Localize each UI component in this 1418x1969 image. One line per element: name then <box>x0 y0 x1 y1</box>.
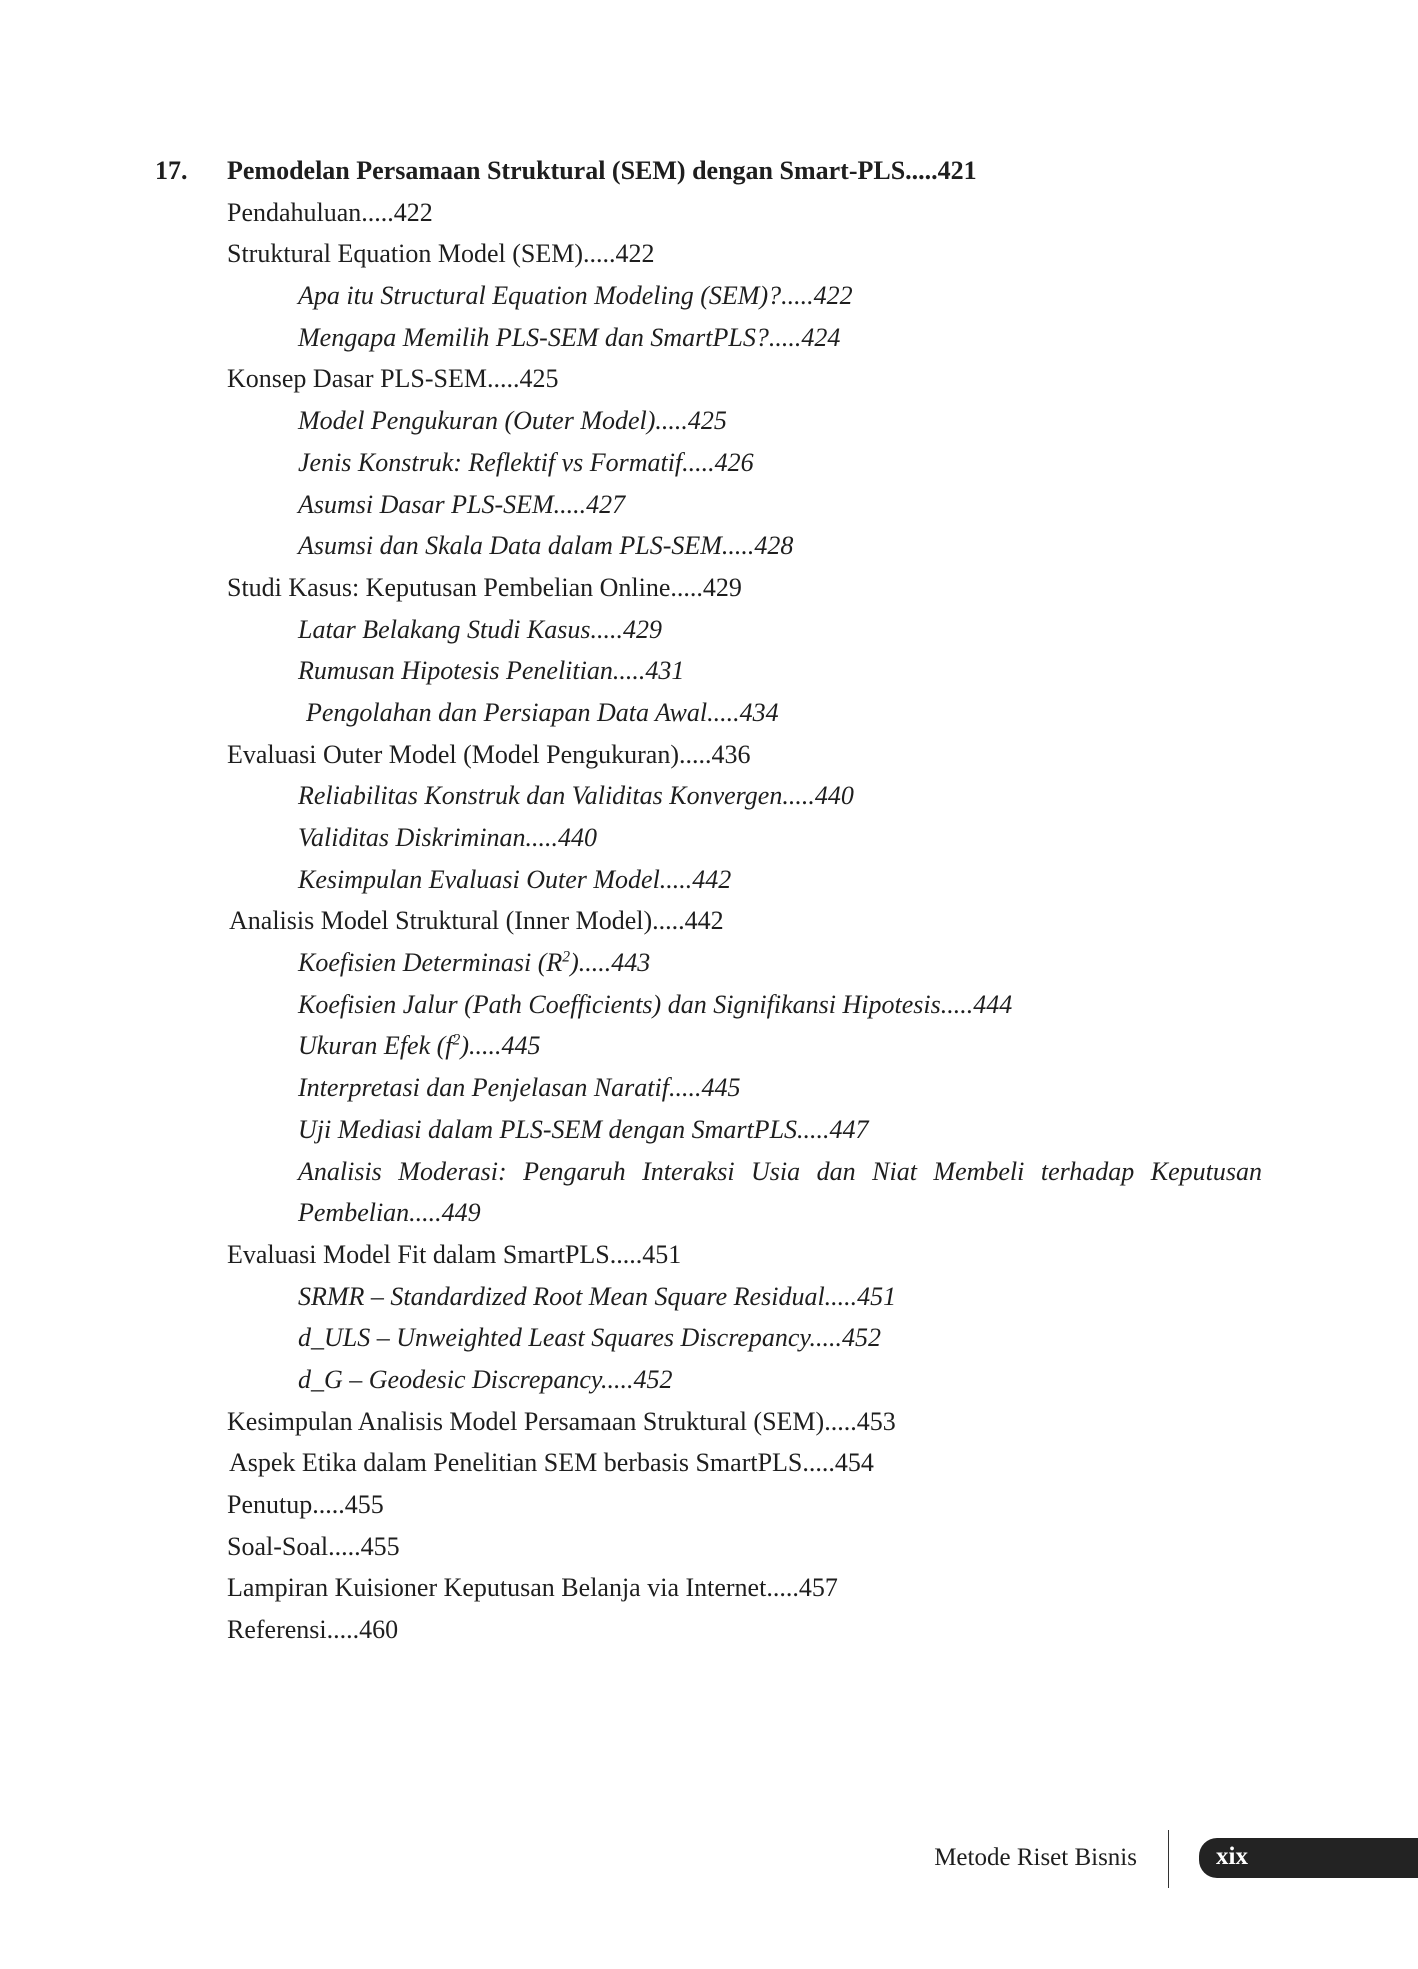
toc-subentry[interactable]: Model Pengukuran (Outer Model).....425 <box>298 406 727 436</box>
toc-subentry[interactable]: Koefisien Jalur (Path Coefficients) dan Signifikansi Hipotesis.....444 <box>298 989 1013 1019</box>
toc-subentry-continuation[interactable]: Pembelian.....449 <box>298 1198 481 1228</box>
toc-subentry[interactable]: Asumsi Dasar PLS-SEM.....427 <box>298 489 626 519</box>
toc-subentry[interactable]: Mengapa Memilih PLS-SEM dan SmartPLS?.....424 <box>298 322 841 352</box>
toc-subentry[interactable]: d_G – Geodesic Discrepancy.....452 <box>298 1364 673 1394</box>
toc-subentry[interactable]: Pengolahan dan Persiapan Data Awal.....434 <box>306 697 779 727</box>
page-footer <box>0 1836 1418 1880</box>
toc-subentry[interactable]: Jenis Konstruk: Reflektif vs Formatif.....426 <box>298 447 754 477</box>
toc-entry[interactable]: Struktural Equation Model (SEM).....422 <box>227 239 655 269</box>
toc-subentry[interactable]: Validitas Diskriminan.....440 <box>298 823 598 852</box>
toc-entry[interactable]: Evaluasi Outer Model (Model Pengukuran).....436 <box>227 739 751 769</box>
toc-subentry[interactable]: Asumsi dan Skala Data dalam PLS-SEM.....428 <box>298 531 794 561</box>
superscript: 2 <box>452 1032 461 1050</box>
toc-subentry[interactable]: Apa itu Structural Equation Modeling (SEM)?.....422 <box>298 281 853 311</box>
book-title: Metode Riset Bisnis <box>934 1844 1137 1871</box>
footer-divider <box>1168 1830 1169 1888</box>
toc-entry[interactable]: Lampiran Kuisioner Keputusan Belanja via Internet.....457 <box>227 1573 838 1603</box>
toc-entry[interactable]: Referensi.....460 <box>227 1615 399 1645</box>
toc-subentry[interactable] <box>0 942 1418 984</box>
toc-subentry[interactable]: d_ULS – Unweighted Least Squares Discrepancy.....452 <box>298 1323 882 1353</box>
toc-subentry[interactable]: Kesimpulan Evaluasi Outer Model.....442 <box>298 864 732 894</box>
toc-entry[interactable]: Analisis Model Struktural (Inner Model).....442 <box>229 906 724 936</box>
toc-entry[interactable]: Konsep Dasar PLS-SEM.....425 <box>227 364 559 394</box>
toc-subentry[interactable]: Latar Belakang Studi Kasus.....429 <box>298 614 663 644</box>
toc-subentry-wrapped[interactable] <box>0 1151 1418 1193</box>
entry-text: ).....443 <box>570 948 651 978</box>
toc-entry[interactable]: Aspek Etika dalam Penelitian SEM berbasis SmartPLS.....454 <box>229 1448 874 1478</box>
toc-entry[interactable]: Kesimpulan Analisis Model Persamaan Struktural (SEM).....453 <box>227 1406 896 1436</box>
toc-chapter-heading[interactable] <box>0 150 1418 192</box>
toc-subentry[interactable] <box>0 1025 1418 1067</box>
toc-subentry[interactable]: Interpretasi dan Penjelasan Naratif.....445 <box>298 1073 741 1103</box>
toc-entry[interactable]: Studi Kasus: Keputusan Pembelian Online.....429 <box>227 572 742 602</box>
chapter-title: Pemodelan Persamaan Struktural (SEM) dengan Smart-PLS.....421 <box>227 156 977 185</box>
toc-entry[interactable]: Evaluasi Model Fit dalam SmartPLS.....451 <box>227 1239 682 1269</box>
toc-entry[interactable]: Soal-Soal.....455 <box>227 1531 400 1561</box>
toc-subentry[interactable]: SRMR – Standardized Root Mean Square Residual.....451 <box>298 1281 897 1311</box>
entry-text: Koefisien Determinasi (R <box>298 948 563 978</box>
page-number: xix <box>1216 1843 1248 1870</box>
toc-entry[interactable]: Penutup.....455 <box>227 1490 384 1519</box>
superscript: 2 <box>562 948 571 966</box>
toc-subentry[interactable]: Rumusan Hipotesis Penelitian.....431 <box>298 656 685 686</box>
toc-subentry[interactable]: Reliabilitas Konstruk dan Validitas Konvergen.....440 <box>298 781 854 811</box>
table-of-contents <box>0 150 1418 1651</box>
entry-text: ).....445 <box>460 1031 541 1061</box>
entry-text: Analisis Moderasi: Pengaruh Interaksi Usia dan Niat Membeli terhadap Keputusan <box>298 1156 1262 1186</box>
chapter-number: 17. <box>155 156 188 185</box>
toc-entry[interactable]: Pendahuluan.....422 <box>227 197 433 227</box>
toc-subentry[interactable]: Uji Mediasi dalam PLS-SEM dengan SmartPLS.....447 <box>298 1114 869 1144</box>
entry-text: Ukuran Efek (f <box>298 1031 453 1061</box>
